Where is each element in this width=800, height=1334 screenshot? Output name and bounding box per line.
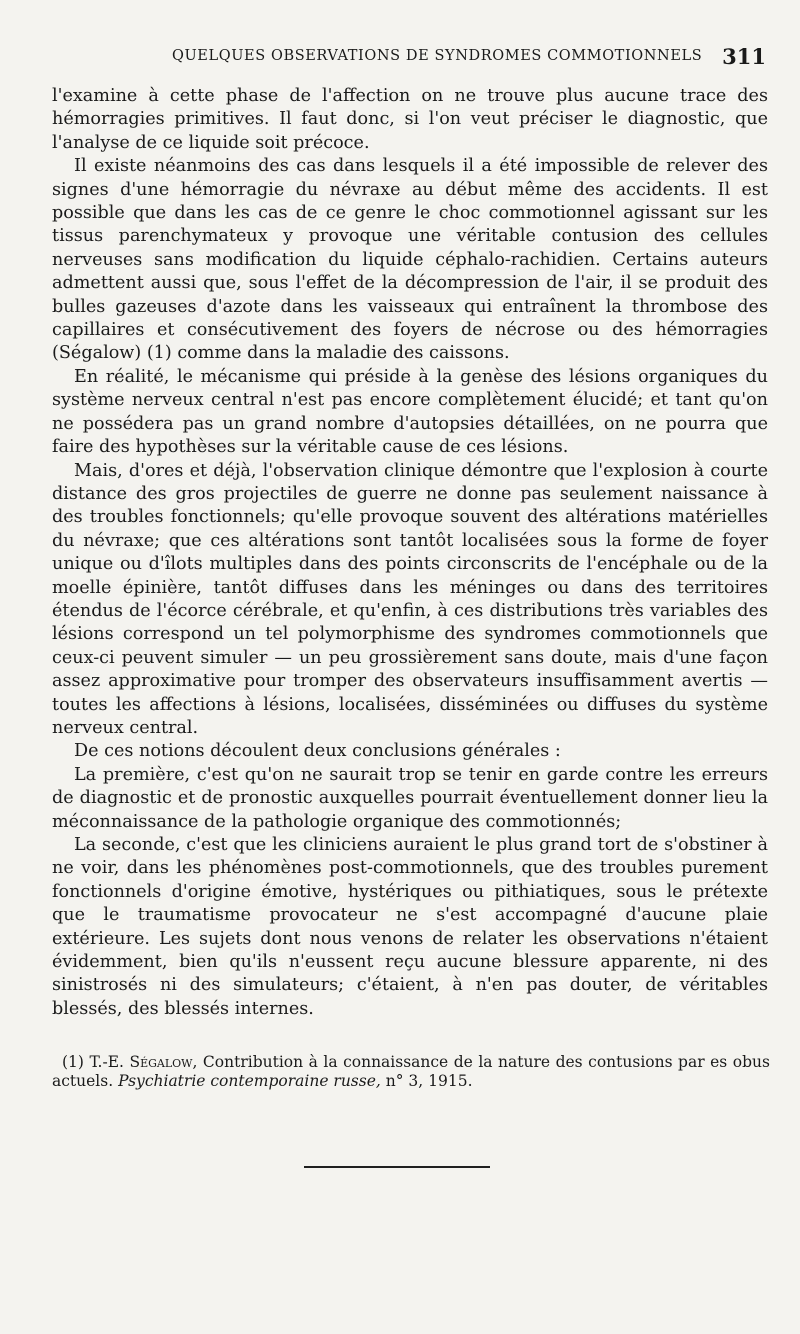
paragraph: En réalité, le mécanisme qui préside à la genèse des lésions organiques du système nerveux central n'est pas encore complètement élucidé; et tant qu'on ne possédera pas un grand nombre d'autopsies détaillées, on ne pourra que faire des hypothèses sur la véritable cause de ces lésions. <box>52 366 768 458</box>
footnote-issue: n° 3, 1915. <box>385 1072 473 1090</box>
paragraph: La seconde, c'est que les cliniciens auraient le plus grand tort de s'obstiner à ne voir, dans les phénomènes post-commotionnels, que des troubles purement fonctionnels d'origine émotive, hystériques ou pithiatiques, sous le prétexte que le traumatisme provocateur ne s'est accompagné d'aucune plaie extérieure. Les sujets dont nous venons de relater les observations n'étaient évidemment, bien qu'ils n'eussent reçu aucune blessure apparente, ni des sinistrosés ni des simulateurs; c'étaient, à n'en pas douter, de véritables blessés, des blessés internes. <box>52 835 768 1019</box>
paragraph: Mais, d'ores et déjà, l'observation clinique démontre que l'explosion à courte distance des gros projectiles de guerre ne donne pas seulement naissance à des troubles fonctionnels; qu'elle provoque souvent des altérations matérielles du névraxe; que ces altérations sont tantôt localisées sous la forme de foyer unique ou d'îlots multiples dans des points circonscrits de l'encéphale ou de la moelle épinière, tantôt diffuses dans les méninges ou dans des territoires étendus de l'écorce cérébrale, et qu'enfin, à ces distributions très variables des lésions correspond un tel polymorphisme des syndromes commotionnels que ceux-ci peuvent simuler — un peu grossièrement sans doute, mais d'une façon assez approximative pour tromper des observateurs insuffisamment avertis — toutes les affections à lésions, localisées, disséminées ou diffuses du système nerveux central. <box>52 460 768 738</box>
footnote-rule <box>304 1166 490 1168</box>
body-text <box>52 85 768 1021</box>
footnote-author: T.-E. Ségalow, <box>89 1053 198 1071</box>
paragraph: La première, c'est qu'on ne saurait trop se tenir en garde contre les erreurs de diagnostic et de pronostic auxquelles pourrait éventuellement donner lieu la méconnaissance de la pathologie organique des commotionnés; <box>52 764 768 832</box>
paragraph-continued: l'examine à cette phase de l'affection on ne trouve plus aucune trace des hémorragies primitives. Il faut donc, si l'on veut préciser le diagnostic, que l'analyse de ce liquide soit précoce. <box>52 86 768 153</box>
footnote-marker: (1) <box>62 1053 84 1071</box>
footnote-text: Contribution à la connaissance de la nature des contusions par es obus actuels. <box>52 1053 770 1090</box>
footnote-journal: Psychiatrie contemporaine russe, <box>118 1072 381 1090</box>
paragraph: Il existe néanmoins des cas dans lesquels il a été impossible de relever des signes d'une hémorragie du névraxe au début même des accidents. Il est possible que dans les cas de ce genre le choc commotionnel agissant sur les tissus parenchymateux y provoque une véritable contusion des cellules nerveuses sans modification du liquide céphalo-rachidien. Certains auteurs admettent aussi que, sous l'effet de la décompression de l'air, il se produit des bulles gazeuses d'azote dans les vaisseaux qui entraînent la thrombose des capillaires et consécutivement des foyers de nécrose ou des hémorragies (Ségalow) (1) comme dans la maladie des caissons. <box>52 156 768 364</box>
footnote <box>52 1053 770 1091</box>
running-title: QUELQUES OBSERVATIONS DE SYNDROMES COMMOTIONNELS <box>172 48 703 64</box>
page-header <box>52 44 766 74</box>
page-number: 311 <box>722 44 766 69</box>
paragraph: De ces notions découlent deux conclusions générales : <box>74 741 561 762</box>
